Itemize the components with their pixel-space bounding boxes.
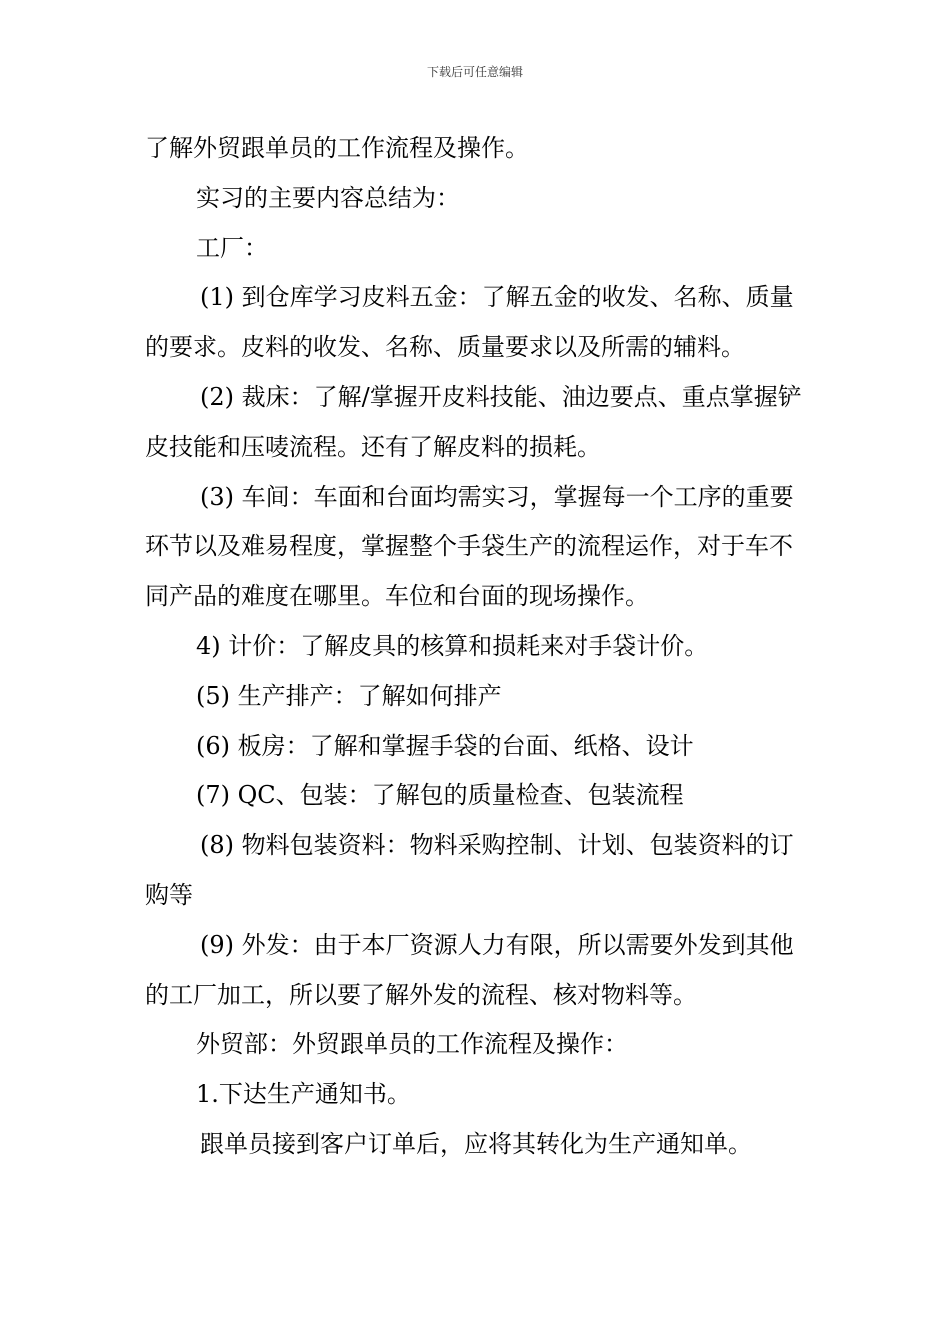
paragraph-item-1: (1) 到仓库学习皮料五金：了解五金的收发、名称、质量的要求。皮料的收发、名称、质量要求以及所需的辅料。	[145, 283, 794, 362]
paragraph-factory-heading: 工厂：	[196, 233, 268, 262]
paragraph-intro-continued: 了解外贸跟单员的工作流程及操作。	[145, 134, 529, 162]
page-header: 下载后可任意编辑	[426, 65, 523, 79]
paragraph-step-1-detail: 跟单员接到客户订单后，应将其转化为生产通知单。	[200, 1129, 752, 1158]
paragraph-item-3: (3) 车间：车面和台面均需实习，掌握每一个工序的重要环节以及难易程度，掌握整个手袋生产的流程运作，对于车不同产品的难度在哪里。车位和台面的现场操作。	[145, 482, 794, 611]
paragraph-item-9: (9) 外发：由于本厂资源人力有限，所以需要外发到其他的工厂加工，所以要了解外发的流程、核对物料等。	[145, 930, 794, 1009]
paragraph-item-8: (8) 物料包装资料：物料采购控制、计划、包装资料的订购等	[145, 831, 794, 909]
paragraph-item-7: (7) QC、包装：了解包的质量检查、包装流程	[196, 781, 684, 810]
document-body	[145, 124, 810, 1170]
paragraph-trade-heading: 外贸部：外贸跟单员的工作流程及操作：	[196, 1030, 628, 1059]
paragraph-item-2: (2) 裁床：了解/掌握开皮料技能、油边要点、重点掌握铲皮技能和压唛流程。还有了解皮料的损耗。	[145, 382, 802, 461]
paragraph-item-5: (5) 生产排产：了解如何排产	[196, 681, 502, 710]
paragraph-item-6: (6) 板房：了解和掌握手袋的台面、纸格、设计	[196, 731, 694, 760]
paragraph-step-1: 1.下达生产通知书。	[196, 1080, 411, 1109]
paragraph-item-4: 4) 计价：了解皮具的核算和损耗来对手袋计价。	[196, 631, 709, 660]
paragraph-summary-heading: 实习的主要内容总结为：	[196, 183, 460, 212]
